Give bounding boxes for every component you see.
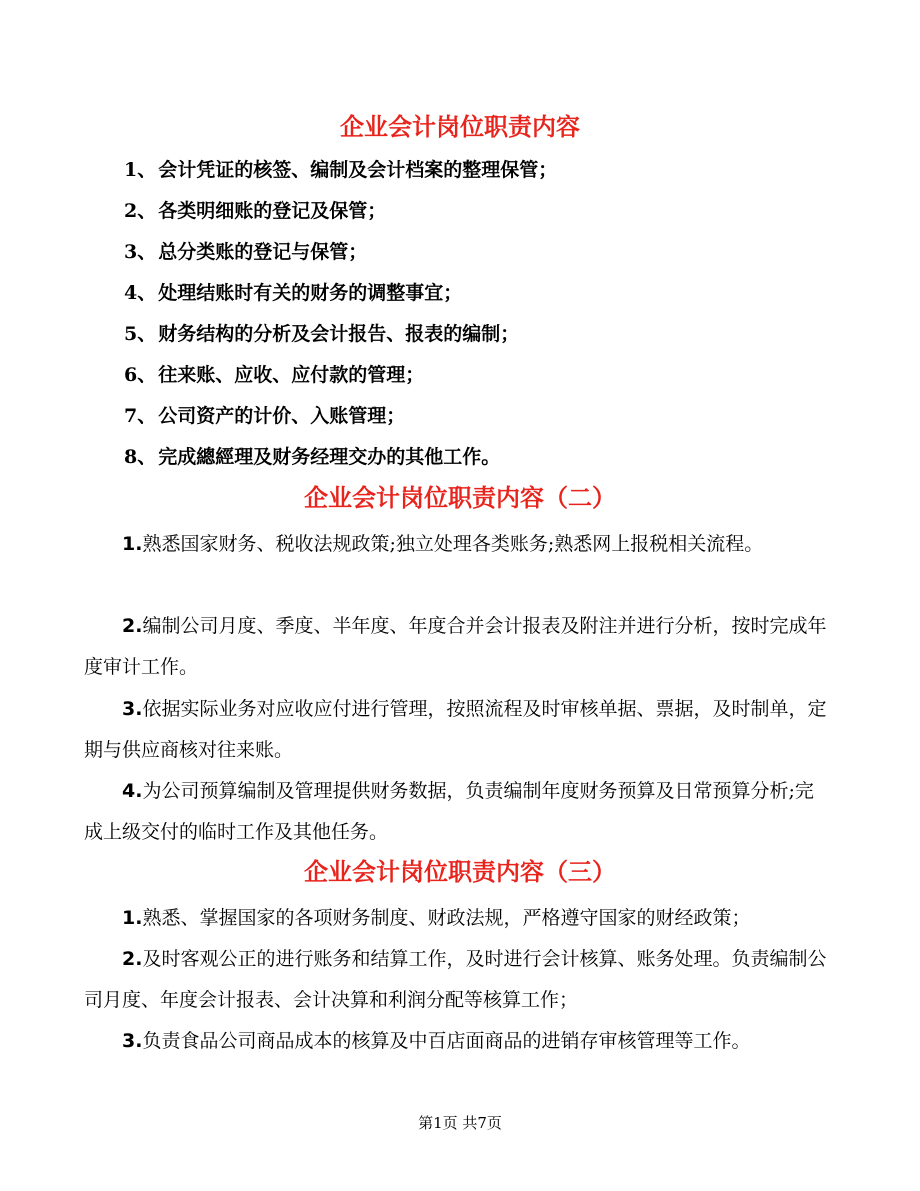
section1-item bbox=[124, 362, 424, 388]
section1-item bbox=[124, 444, 500, 470]
section1-item bbox=[124, 198, 386, 224]
item-number: 2、 bbox=[124, 200, 157, 222]
item-number: 6、 bbox=[124, 364, 157, 386]
paragraph-text: 编制公司月度、季度、半年度、年度合并会计报表及附注并进行分析，按时完成年度审计工作。 bbox=[84, 615, 827, 678]
item-number: 3、 bbox=[124, 241, 157, 263]
paragraph-number: 3. bbox=[122, 1030, 143, 1052]
section2-title: 企业会计岗位职责内容（二） bbox=[304, 484, 616, 512]
item-text: 会计凭证的核签、编制及会计档案的整理保管； bbox=[158, 159, 558, 181]
item-number: 4、 bbox=[124, 282, 157, 304]
section1-item bbox=[124, 280, 462, 306]
section3-title: 企业会计岗位职责内容（三） bbox=[304, 858, 616, 886]
section1-item bbox=[124, 157, 557, 183]
item-text: 往来账、应收、应付款的管理； bbox=[158, 364, 425, 386]
item-number: 5、 bbox=[124, 323, 157, 345]
section2-paragraph bbox=[84, 689, 828, 771]
section2-paragraph bbox=[84, 606, 828, 688]
item-number: 7、 bbox=[124, 405, 157, 427]
paragraph-number: 2. bbox=[122, 615, 143, 637]
section3-paragraph bbox=[84, 939, 828, 1021]
paragraph-number: 2. bbox=[122, 948, 143, 970]
item-text: 处理结账时有关的财务的调整事宜； bbox=[158, 282, 463, 304]
section1-item bbox=[124, 403, 405, 429]
item-text: 总分类账的登记与保管； bbox=[158, 241, 368, 263]
item-number: 1、 bbox=[124, 159, 157, 181]
section1-item bbox=[124, 321, 519, 347]
item-text: 财务结构的分析及会计报告、报表的编制； bbox=[158, 323, 520, 345]
paragraph-text: 及时客观公正的进行账务和结算工作，及时进行会计核算、账务处理。负责编制公司月度、年度会计报表、会计决算和利润分配等核算工作； bbox=[84, 948, 827, 1011]
paragraph-number: 1. bbox=[122, 907, 143, 929]
section1-item bbox=[124, 239, 367, 265]
item-text: 公司资产的计价、入账管理； bbox=[158, 405, 406, 427]
section1-title: 企业会计岗位职责内容 bbox=[340, 113, 580, 141]
section2-paragraph bbox=[84, 524, 828, 565]
paragraph-text: 为公司预算编制及管理提供财务数据，负责编制年度财务预算及日常预算分析;完成上级交付的临时工作及其他任务。 bbox=[84, 780, 814, 843]
section2-paragraph bbox=[84, 771, 828, 853]
item-number: 8、 bbox=[124, 446, 157, 468]
paragraph-text: 熟悉国家财务、税收法规政策;独立处理各类账务;熟悉网上报税相关流程。 bbox=[142, 533, 764, 555]
item-text: 各类明细账的登记及保管； bbox=[158, 200, 387, 222]
paragraph-number: 4. bbox=[122, 780, 143, 802]
section3-paragraph bbox=[84, 898, 828, 939]
page-number-footer: 第1页 共7页 bbox=[418, 1114, 502, 1132]
paragraph-text: 熟悉、掌握国家的各项财务制度、财政法规，严格遵守国家的财经政策； bbox=[142, 907, 751, 929]
section3-paragraph bbox=[84, 1021, 828, 1062]
paragraph-number: 3. bbox=[122, 698, 143, 720]
item-text: 完成總經理及财务经理交办的其他工作。 bbox=[158, 446, 501, 468]
paragraph-text: 负责食品公司商品成本的核算及中百店面商品的进销存审核管理等工作。 bbox=[142, 1030, 751, 1052]
paragraph-number: 1. bbox=[122, 533, 143, 555]
paragraph-text: 依据实际业务对应收应付进行管理，按照流程及时审核单据、票据，及时制单，定期与供应商核对往来账。 bbox=[84, 698, 827, 761]
